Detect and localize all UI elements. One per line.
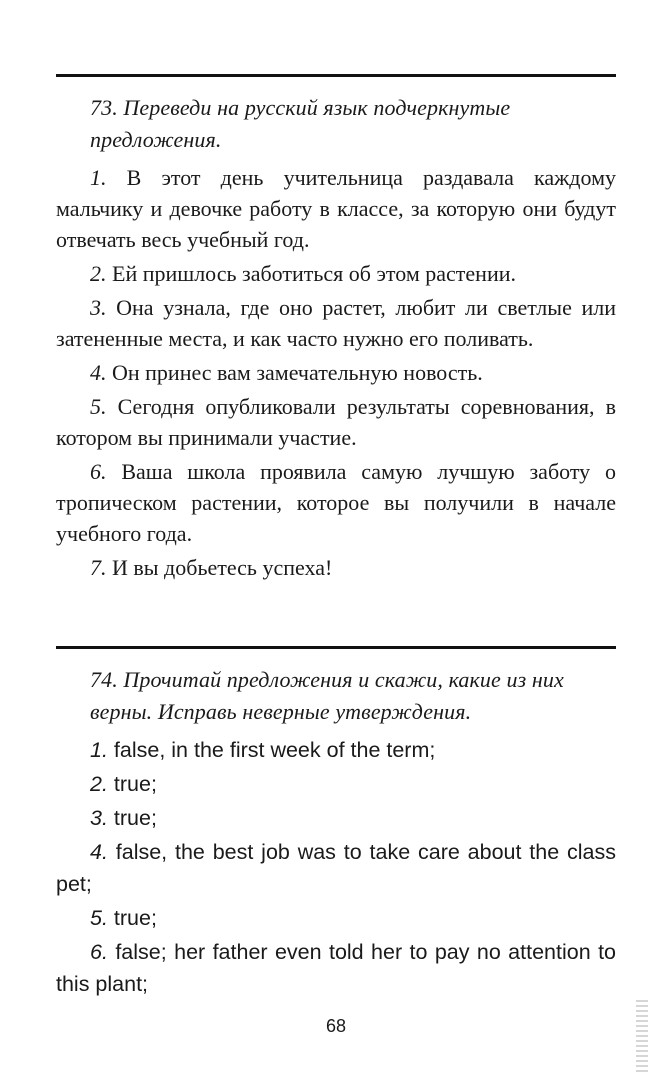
exercise-74-item: 4. false, the best job was to take care about the class pet;	[56, 840, 616, 896]
exercise-73-item: 1. В этот день учительница раздавала каждому мальчику и девочке работу в классе, за которую они будут отвечать весь учебный год.	[56, 165, 616, 252]
book-page	[56, 0, 616, 1080]
page-number: 68	[325, 1016, 347, 1036]
exercise-73-item: 4. Он принес вам замечательную новость.	[90, 360, 483, 385]
exercise-73-item: 5. Сегодня опубликовали результаты соревнования, в котором вы принимали участие.	[56, 394, 616, 450]
exercise-74	[56, 664, 616, 1002]
section-divider-middle	[56, 646, 616, 649]
exercise-74-item: 2. true;	[90, 772, 157, 796]
exercise-74-item: 6. false; her father even told her to pay no attention to this plant;	[56, 940, 616, 996]
section-divider-top	[56, 74, 616, 77]
exercise-73-item: 2. Ей пришлось заботиться об этом растении.	[90, 261, 516, 286]
exercise-74-item: 3. true;	[90, 806, 157, 830]
exercise-74-title: 74. Прочитай предложения и скажи, какие из них верны. Исправь неверные утверждения.	[90, 667, 564, 724]
exercise-73-item: 7. И вы добьетесь успеха!	[90, 555, 333, 580]
scan-edge-mark	[636, 1000, 648, 1072]
exercise-73	[56, 92, 616, 586]
exercise-74-item: 1. false, in the first week of the term;	[90, 738, 436, 762]
exercise-73-title: 73. Переведи на русский язык подчеркнутые предложения.	[90, 95, 511, 152]
exercise-73-item: 6. Ваша школа проявила самую лучшую заботу о тропическом растении, которое вы получили в начале учебного года.	[56, 459, 616, 546]
exercise-73-item: 3. Она узнала, где оно растет, любит ли светлые или затененные места, и как часто нужно его поливать.	[56, 295, 616, 351]
exercise-74-item: 5. true;	[90, 906, 157, 930]
